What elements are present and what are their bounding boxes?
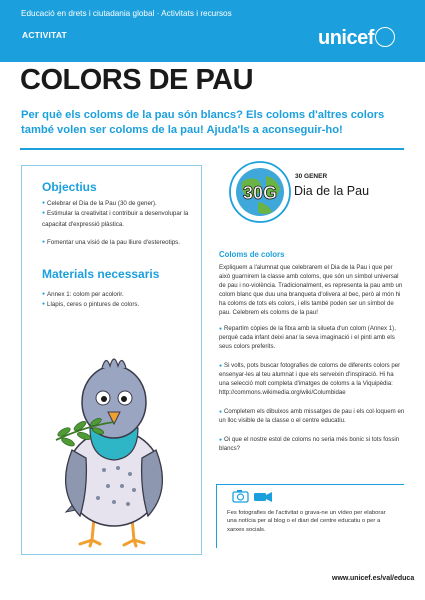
step-item: ● Completem els dibuixos amb missatges de pau i els col·loquem en un lloc visible de la classe o el centre educatiu. [219,408,405,426]
logo-text: unicef [318,27,374,49]
globe-label: 30G [242,183,278,203]
objective-item: ● Estimular la creativitat i contribuir a desenvolupar la capacitat d'expressió plàstica. [42,209,192,229]
step-item: ● Repartim còpies de la fitxa amb la silueta d'un colom (Annex 1), perquè cada infant deixi anar la seva imaginació i el pinti amb els seus colors preferits. [219,325,405,352]
footer-url[interactable]: www.unicef.es/val/educa [332,575,415,582]
share-text: Fes fotografies de l'activitat o grava-ne un vídeo per elaborar una notícia per al blog o el diari del centre educatiu o per a xarxes socials. [227,510,386,533]
materials-heading: Materials necessaris [42,267,160,281]
divider [20,148,404,150]
step-item: ● Oi que el nostre estol de coloms no seria més bonic si tots fossin blancs? [219,436,405,454]
page-title: COLORS DE PAU [20,64,254,96]
pigeon-illustration [36,340,186,550]
objective-item: ● Fomentar una visió de la pau lliure d'estereotips. [42,238,192,249]
objectives-heading: Objectius [42,180,97,194]
unicef-logo [318,27,395,51]
section-intro: Expliquem a l'alumnat que celebrarem el Dia de la Pau i que per això guarnirem la classe amb coloms, que són un símbol universal de pau i no-violència. Tradicionalment, es representa la pau amb un colom blanc que duu una branqueta d'olivera al bec, però al món hi ha coloms de tots els colors, i ells també poden ser un símbol de pau. Celebrem els coloms de la pau! [219,264,403,316]
objective-item: ● Celebrar el Dia de la Pau (30 de gener). [42,199,192,210]
material-item: ● Llapis, ceres o pintures de colors. [42,300,192,311]
step-item: ● Si volts, pots buscar fotografies de coloms de diferents colors per ensenyar-les al teu alumnat i que els serveixin d'inspiració. Hi ha una selecció molt completa d'imatges de coloms a la Viquipèdia: http://commons.wikimedia.org/wiki/Columbidae [219,362,405,398]
globe-icon [375,27,395,47]
intro-text: Per què els coloms de la pau són blancs? Els coloms d'altres colors també volen ser coloms de la pau! Ajuda'ls a aconseguir-ho! [21,109,385,136]
event-name: Dia de la Pau [294,184,370,198]
camera-icon [232,489,274,503]
earth-globe-icon [228,160,292,224]
event-date: 30 GENER [295,173,328,180]
section-heading: Coloms de colors [219,250,285,259]
banner-text: Educació en drets i ciutadania global · Activitats i recursos [21,9,232,18]
material-item: ● Annex 1: colom per acolorir. [42,290,192,301]
activity-label: ACTIVITAT [22,30,67,40]
